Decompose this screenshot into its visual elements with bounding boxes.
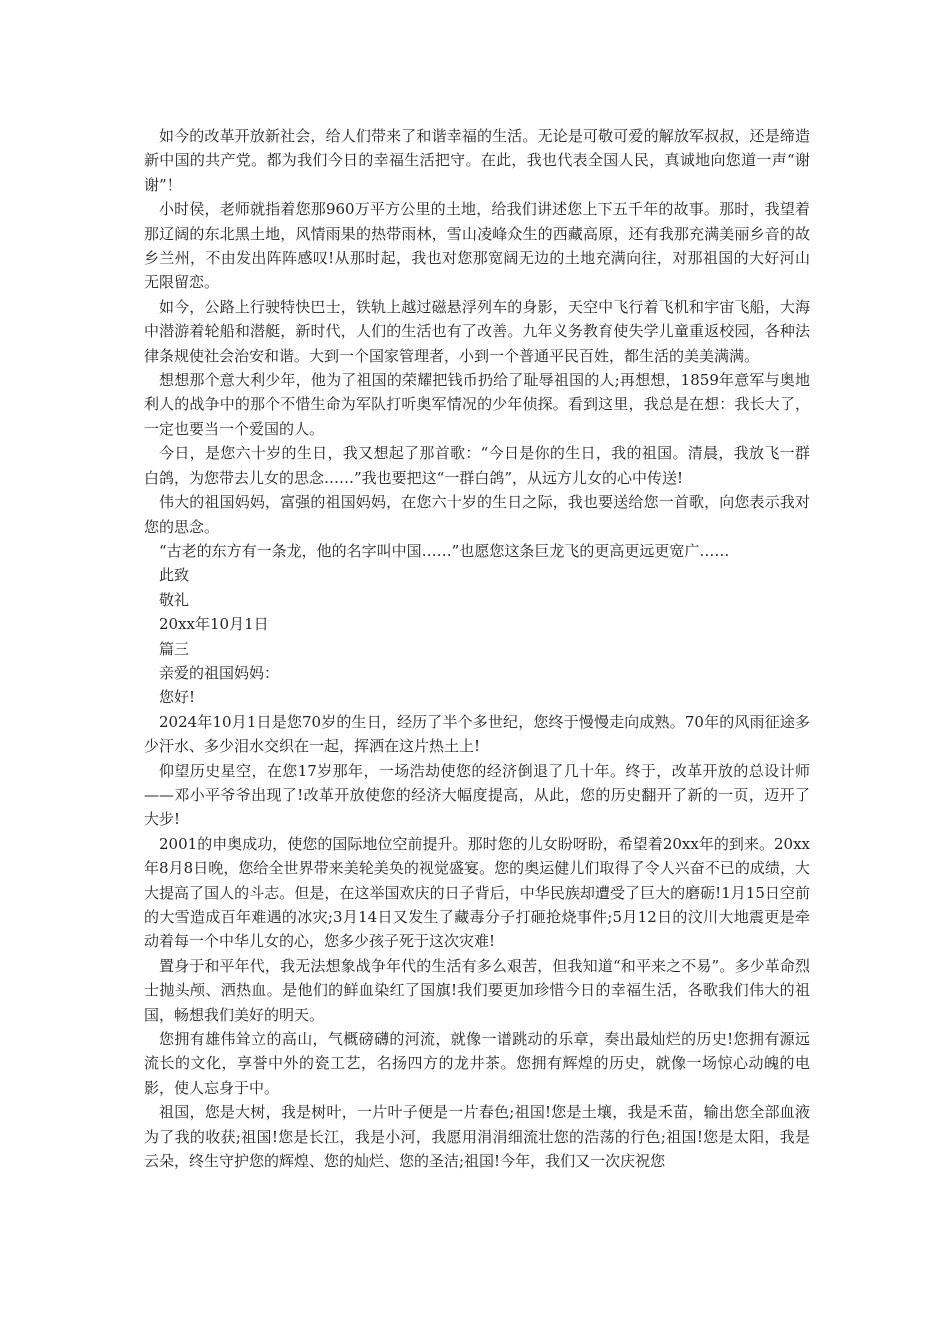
document-body — [144, 124, 810, 1173]
paragraph: “古老的东方有一条龙，他的名字叫中国……”也愿您这条巨龙飞的更高更远更宽广…… — [159, 541, 730, 560]
paragraph: 如今的改革开放新社会，给人们带来了和谐幸福的生活。无论是可敬可爱的解放军叔叔，还是缔造新中国的共产党。都为我们今日的幸福生活把守。在此，我也代表全国人民，真诚地向您道一声“谢谢”！ — [144, 127, 810, 194]
paragraph: 置身于和平年代，我无法想象战争年代的生活有多么艰苦，但我知道“和平来之不易”。多少革命烈士抛头颅、洒热血。是他们的鲜血染红了国旗!我们要更加珍惜今日的幸福生活，各歌我们伟大的祖国，畅想我们美好的明天。 — [144, 956, 810, 1024]
section-heading: 篇三 — [159, 639, 190, 658]
paragraph: 2001的申奥成功，使您的国际地位空前提升。那时您的儿女盼呀盼，希望着20xx年的到来。20xx年8月8日晚，您给全世界带来美轮美奂的视觉盛宴。您的奥运健儿们取得了令人兴奋不已的成绩，大大提高了国人的斗志。但是，在这举国欢庆的日子背后，中华民族却遭受了巨大的磨砺!1月15日空前的大雪造成百年难遇的冰灾;3月14日又发生了藏毒分子打砸抢烧事件;5月12日的汶川大地震更是牵动着每一个中华儿女的心，您多少孩子死于这次灾难! — [144, 834, 810, 951]
paragraph: 小时侯，老师就指着您那960万平方公里的土地，给我们讲述您上下五千年的故事。那时，我望着那辽阔的东北黑土地，风情雨果的热带雨林，雪山凌峰众生的西藏高原，还有我那充满美丽乡音的故乡兰州，不由发出阵阵感叹!从那时起，我也对您那宽阔无边的土地充满向往，对那祖国的大好河山无限留恋。 — [144, 200, 810, 292]
paragraph: 今日，是您六十岁的生日，我又想起了那首歌：“今日是你的生日，我的祖国。清晨，我放飞一群白鸽，为您带去儿女的思念……”我也要把这“一群白鸽”，从远方儿女的心中传送! — [144, 444, 810, 487]
closing-salutation: 此致 — [159, 566, 190, 585]
closing-regards: 敬礼 — [159, 590, 190, 609]
paragraph: 2024年10月1日是您70岁的生日，经历了半个多世纪，您终于慢慢走向成熟。70年的风雨征途多少汗水、多少泪水交织在一起，挥洒在这片热土上! — [144, 712, 810, 756]
letter-date: 20xx年10月1日 — [159, 615, 269, 634]
paragraph: 伟大的祖国妈妈，富强的祖国妈妈，在您六十岁的生日之际，我也要送给您一首歌，向您表示我对您的思念。 — [144, 493, 810, 536]
paragraph: 您拥有雄伟耸立的高山，气概磅礴的河流，就像一谱跳动的乐章，奏出最灿烂的历史!您拥有源远流长的文化，享誉中外的瓷工艺，名扬四方的龙井茶。您拥有辉煌的历史，就像一场惊心动魄的电影，使人忘身于中。 — [144, 1030, 810, 1097]
paragraph: 祖国，您是大树，我是树叶，一片叶子便是一片春色;祖国!您是土壤，我是禾苗，输出您全部血液为了我的收获;祖国!您是长江，我是小河，我愿用涓涓细流壮您的浩荡的行色;祖国!您是太阳，我是云朵，终生守护您的辉煌、您的灿烂、您的圣洁;祖国!今年，我们又一次庆祝您 — [144, 1103, 810, 1171]
paragraph: 想想那个意大利少年，他为了祖国的荣耀把钱币扔给了耻辱祖国的人;再想想，1859年意军与奥地利人的战争中的那个不惜生命为军队打听奥军情况的少年侦探。看到这里，我总是在想：我长大了，一定也要当一个爱国的人。 — [144, 371, 810, 438]
letter-greeting: 亲爱的祖国妈妈： — [159, 663, 280, 682]
letter-greeting-hello: 您好! — [159, 688, 196, 707]
paragraph: 仰望历史星空，在您17岁那年，一场浩劫使您的经济倒退了几十年。终于，改革开放的总设计师——邓小平爷爷出现了!改革开放使您的经济大幅度提高，从此，您的历史翻开了新的一页，迈开了大步! — [144, 761, 810, 829]
paragraph: 如今，公路上行驶特快巴士，铁轨上越过磁悬浮列车的身影，天空中飞行着飞机和宇宙飞船，大海中潜游着轮船和潜艇，新时代，人们的生活也有了改善。九年义务教育使失学儿童重返校园，各种法律条规使社会治安和谐。大到一个国家管理者，小到一个普通平民百姓，都生活的美美满满。 — [144, 297, 810, 365]
